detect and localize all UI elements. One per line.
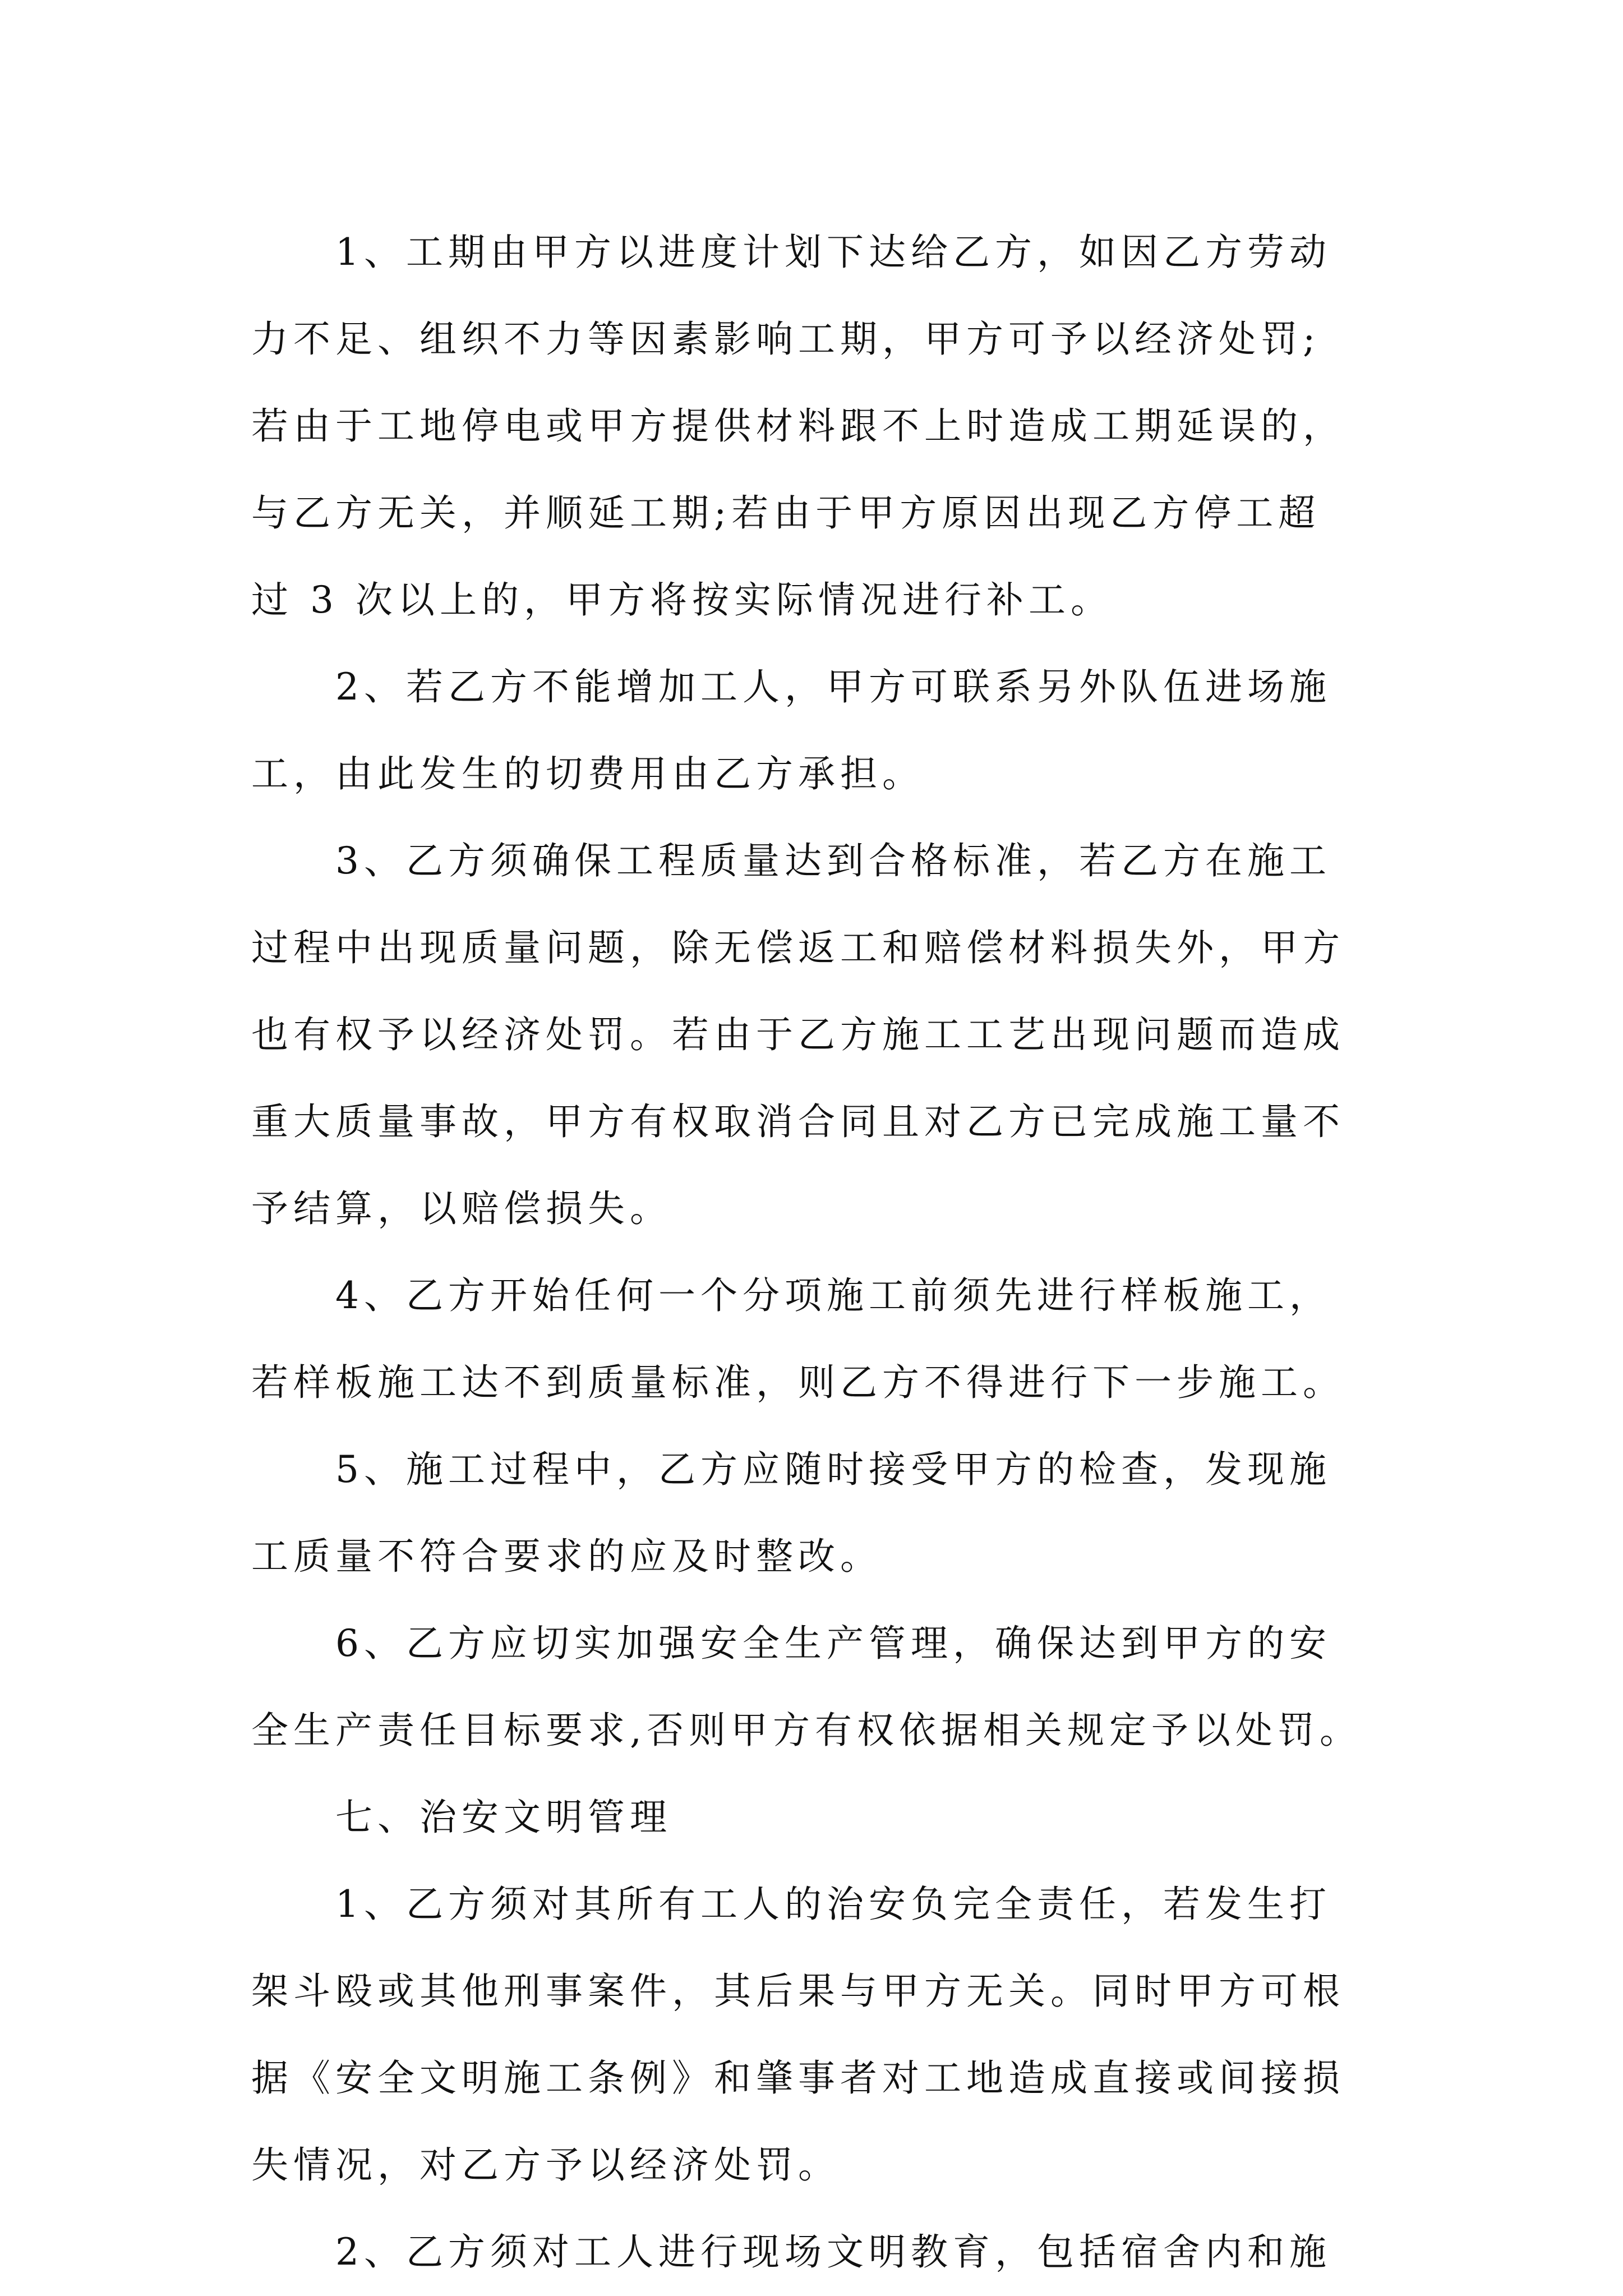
paragraph [251, 817, 1395, 1252]
text-line: 过 3 次以上的，甲方将按实际情况进行补工。 [251, 578, 1113, 622]
paragraph [251, 1861, 1395, 2208]
text-line: 失情况，对乙方予以经济处罚。 [251, 2143, 840, 2187]
paragraph [251, 1426, 1395, 1600]
paragraph [251, 1774, 1395, 1861]
text-line: 若由于工地停电或甲方提供材料跟不上时造成工期延误的， [251, 404, 1345, 448]
text-line: 力不足、组织不力等因素影响工期，甲方可予以经济处罚; [251, 318, 1321, 361]
text-line: 予结算，以赔偿损失。 [251, 1187, 672, 1230]
paragraph [251, 643, 1395, 817]
text-line: 过程中出现质量问题，除无偿返工和赔偿材料损失外，甲方 [251, 926, 1345, 969]
paragraph [251, 1600, 1395, 1774]
text-line: 1、工期由甲方以进度计划下达给乙方，如因乙方劳动 [335, 231, 1331, 274]
text-line: 与乙方无关，并顺延工期;若由于甲方原因出现乙方停工超 [251, 491, 1321, 535]
paragraph [251, 1252, 1395, 1426]
text-line: 3、乙方须确保工程质量达到合格标准，若乙方在施工 [335, 839, 1331, 882]
text-line: 也有权予以经济处罚。若由于乙方施工工艺出现问题而造成 [251, 1013, 1345, 1056]
text-line: 全生产责任目标要求,否则甲方有权依据相关规定予以处罚。 [251, 1709, 1362, 1752]
text-line: 重大质量事故，甲方有权取消合同且对乙方已完成施工量不 [251, 1100, 1345, 1143]
text-line: 6、乙方应切实加强安全生产管理，确保达到甲方的安 [335, 1622, 1331, 1665]
text-line: 2、若乙方不能增加工人，甲方可联系另外队伍进场施 [335, 665, 1331, 708]
text-line: 工，由此发生的切费用由乙方承担。 [251, 752, 924, 795]
paragraph [251, 209, 1395, 643]
document-body [251, 209, 1395, 2295]
paragraph [251, 2208, 1395, 2295]
text-line: 5、施工过程中，乙方应随时接受甲方的检查，发现施 [335, 1448, 1331, 1491]
text-line: 2、乙方须对工人进行现场文明教育，包括宿舍内和施 [335, 2230, 1331, 2274]
text-line: 七、治安文明管理 [335, 1796, 672, 1839]
text-line: 4、乙方开始任何一个分项施工前须先进行样板施工， [335, 1274, 1331, 1317]
text-line: 1、乙方须对其所有工人的治安负完全责任，若发生打 [335, 1883, 1331, 1926]
text-line: 架斗殴或其他刑事案件，其后果与甲方无关。同时甲方可根 [251, 1970, 1345, 2013]
text-line: 工质量不符合要求的应及时整改。 [251, 1535, 882, 1578]
text-line: 据《安全文明施工条例》和肇事者对工地造成直接或间接损 [251, 2056, 1345, 2100]
text-line: 若样板施工达不到质量标准，则乙方不得进行下一步施工。 [251, 1361, 1345, 1404]
